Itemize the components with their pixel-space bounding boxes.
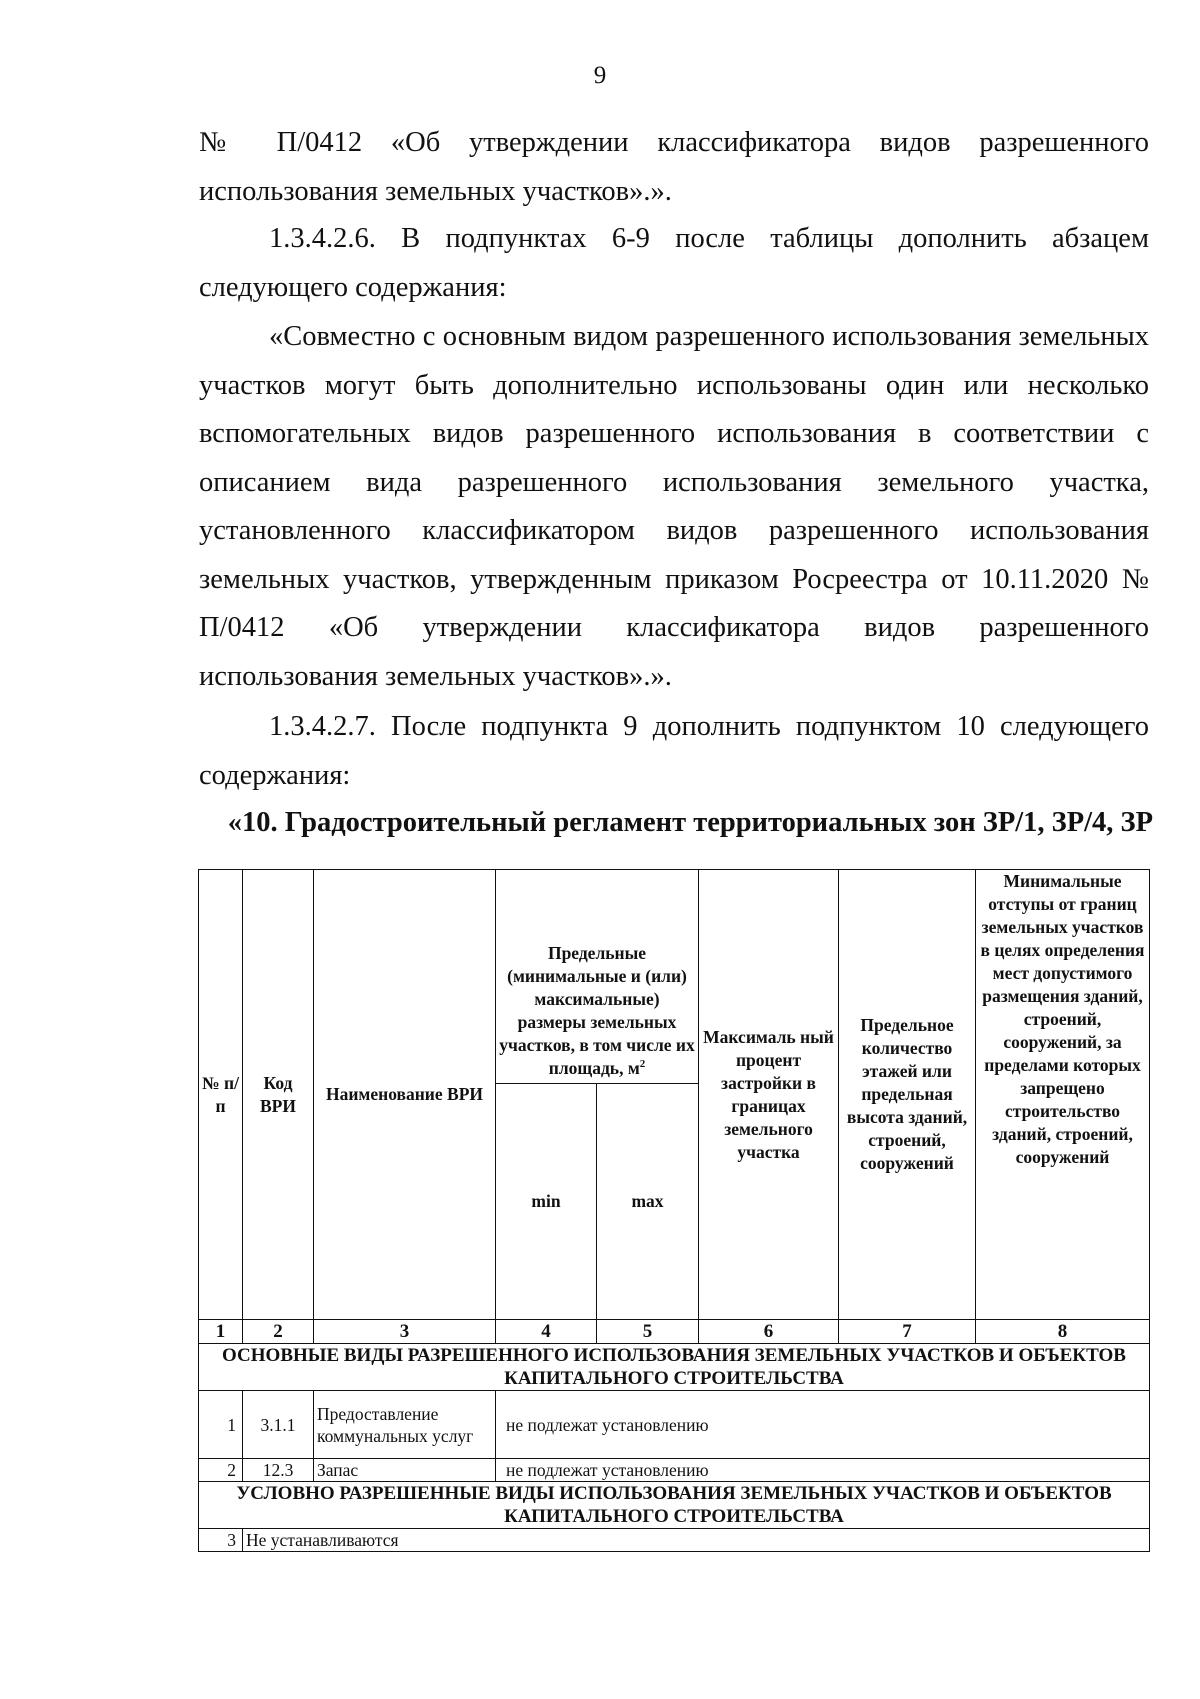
section-conditional-heading: УСЛОВНО РАЗРЕШЕННЫЕ ВИДЫ ИСПОЛЬЗОВАНИЯ ЗЕМЕЛЬНЫХ УЧАСТКОВ И ОБЪЕКТОВ КАПИТАЛЬНОГО СТРОИТЕЛЬСТВА (199, 1482, 1150, 1529)
header-min: min (496, 1084, 597, 1320)
column-number: 6 (699, 1320, 839, 1344)
header-name: Наименование ВРИ (314, 870, 496, 1320)
section-title: «10. Градостроительный регламент территориальных зон ЗР/1, ЗР/4, ЗР (227, 807, 1153, 838)
header-sizes-unit: 2 (639, 1058, 646, 1071)
column-number-row (199, 1320, 1150, 1344)
section-conditional-row (199, 1482, 1150, 1529)
table-row (199, 1391, 1150, 1459)
table-header-row (199, 870, 1150, 1084)
column-number: 8 (976, 1320, 1150, 1344)
row-text: Не устанавливаются (243, 1529, 1150, 1552)
header-percent: Максималь ный процент застройки в границах земельного участка (699, 870, 839, 1320)
paragraph-3: «Совместно с основным видом разрешенного использования земельных участков могут быть дополнительно использованы один или несколько вспомогательных видов разрешенного использования в соответствии с описанием вида разрешенного использования земельного участка, установленного классификатором видов разрешенного использования земельных участков, утвержденным приказом Росреестра от 10.11.2020 № П/0412 «Об утверждении классификатора видов разрешенного использования земельных участков».». (199, 321, 1149, 692)
column-number: 7 (839, 1320, 976, 1344)
section-main-row (199, 1344, 1150, 1391)
paragraph-2: 1.3.4.2.6. В подпунктах 6-9 после таблицы дополнить абзацем следующего содержания: (199, 223, 1149, 303)
paragraph-1: № П/0412 «Об утверждении классификатора видов разрешенного использования земельных участков».». (199, 127, 1149, 207)
column-number: 3 (314, 1320, 496, 1344)
header-floors: Предельное количество этажей или предельная высота зданий, строений, сооружений (839, 870, 976, 1320)
table-row (199, 1529, 1150, 1552)
regulation-table (198, 869, 1150, 1552)
row-code: 3.1.1 (243, 1391, 314, 1459)
column-number: 4 (496, 1320, 597, 1344)
column-number: 2 (243, 1320, 314, 1344)
row-value: не подлежат установлению (496, 1459, 1150, 1482)
paragraph-4: 1.3.4.2.7. После подпункта 9 дополнить подпунктом 10 следующего содержания: (199, 711, 1149, 791)
row-name: Предоставление коммунальных услуг (314, 1391, 496, 1459)
header-max: max (597, 1084, 699, 1320)
column-number: 1 (199, 1320, 243, 1344)
row-value: не подлежат установлению (496, 1391, 1150, 1459)
header-sizes (496, 870, 699, 1084)
row-name: Запас (314, 1459, 496, 1482)
header-num: № п/ п (199, 870, 243, 1320)
header-code: Код ВРИ (243, 870, 314, 1320)
page-number: 9 (593, 62, 607, 89)
row-code: 12.3 (243, 1459, 314, 1482)
section-main-heading: ОСНОВНЫЕ ВИДЫ РАЗРЕШЕННОГО ИСПОЛЬЗОВАНИЯ ЗЕМЕЛЬНЫХ УЧАСТКОВ И ОБЪЕКТОВ КАПИТАЛЬНОГО СТРОИТЕЛЬСТВА (199, 1344, 1150, 1391)
column-number: 5 (597, 1320, 699, 1344)
row-num: 1 (199, 1391, 243, 1459)
header-sizes-text: Предельные (минимальные и (или) максимальные) размеры земельных участков, в том числе их площадь, м (499, 943, 695, 1078)
row-num: 2 (199, 1459, 243, 1482)
row-num: 3 (199, 1529, 243, 1552)
table-row (199, 1459, 1150, 1482)
header-setbacks: Минимальные отступы от границ земельных участков в целях определения мест допустимого размещения зданий, строений, сооружений, за пределами которых запрещено строительство зданий, строений, сооружений (976, 870, 1150, 1320)
